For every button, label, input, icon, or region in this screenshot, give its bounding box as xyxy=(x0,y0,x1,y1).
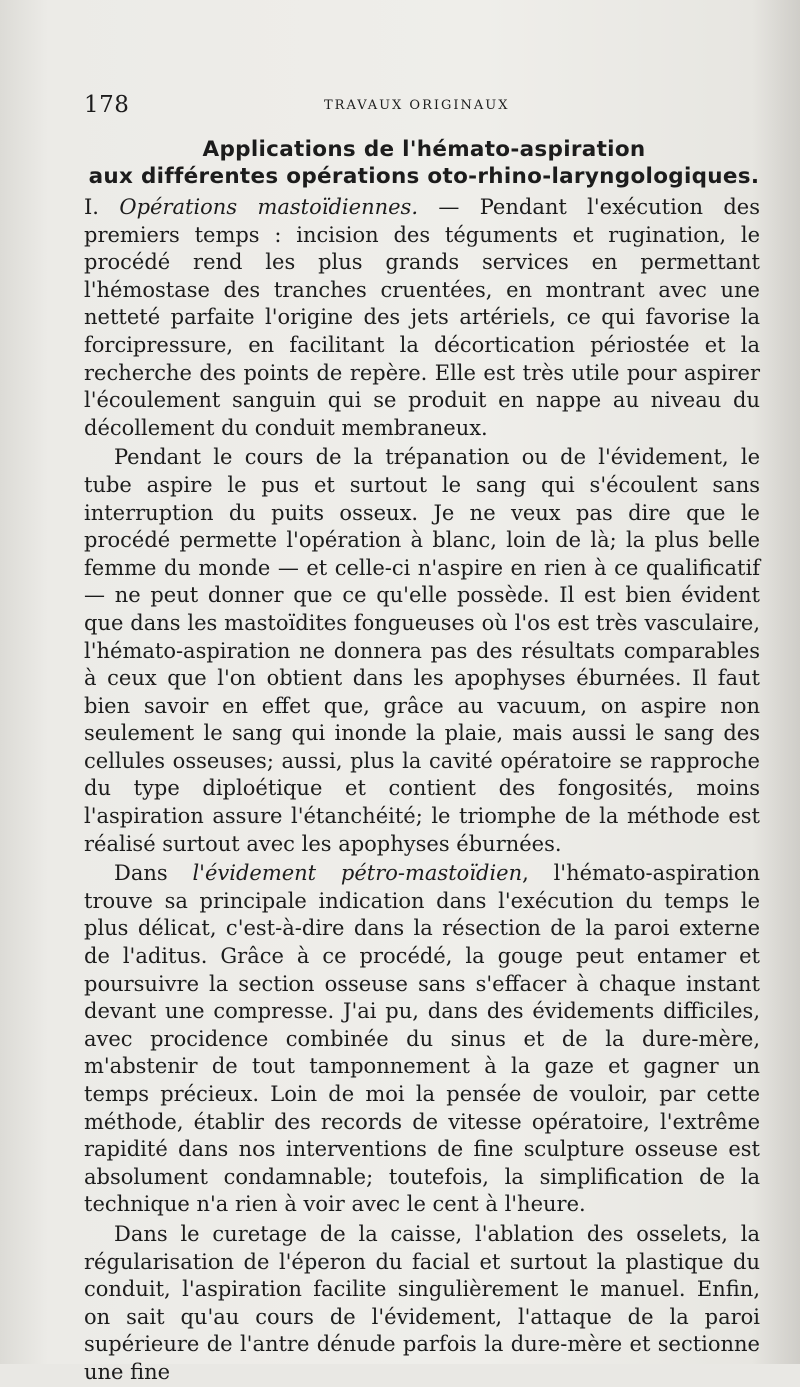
paragraph-1-text: — Pendant l'exécution des premiers temps : incision des téguments et rugination, le procédé rend les plus grands services en permettant l'hémostase des tranches cruentées, en montrant avec une netteté parfaite l'origine des jets artériels, ce qui favorise la forcipressure, en facilitant la décortication périostée et la recherche des points de repère. Elle est très utile pour aspirer l'écoulement sanguin qui se produit en nappe au niveau du décollement du conduit membraneux. xyxy=(84,195,760,440)
paragraph-2: Pendant le cours de la trépanation ou de l'évidement, le tube aspire le pus et surtout le sang qui s'écoulent sans interruption du puits osseux. Je ne veux pas dire que le procédé permette l'opération à blanc, loin de là; la plus belle femme du monde — et celle-ci n'aspire en rien à ce qualificatif — ne peut donner que ce qu'elle possède. Il est bien évident que dans les mastoïdites fongueuses où l'os est très vasculaire, l'hémato-aspiration ne donnera pas des résultats comparables à ceux que l'on obtient dans les apophyses éburnées. Il faut bien savoir en effet que, grâce au vacuum, on aspire non seulement le sang qui inonde la plaie, mais aussi le sang des cellules osseuses; aussi, plus la cavité opératoire se rapproche du type diploétique et contient des fongosités, moins l'aspiration assure l'étanchéité; le triomphe de la méthode est réalisé surtout avec les apophyses éburnées. xyxy=(84,445,760,856)
article-title-line-1: Applications de l'hémato-aspiration xyxy=(202,137,646,162)
paragraph-4: Dans le curetage de la caisse, l'ablation des osselets, la régularisation de l'éperon du facial et surtout la plastique du conduit, l'aspiration facilite singulièrement le manuel. Enfin, on sait qu'au cours de l'évidement, l'attaque de la paroi supérieure de l'antre dénude parfois la dure-mère et sectionne une fine xyxy=(84,1221,760,1384)
paragraph-3-lead: Dans xyxy=(114,861,193,886)
section-number: I. xyxy=(84,195,99,219)
paragraph-3-text: , l'hémato-aspiration trouve sa principale indication dans l'exécution du temps le plus délicat, c'est-à-dire dans la résection de la paroi externe de l'aditus. Grâce à ce procédé, la gouge peut entamer et poursuivre la section osseuse sans s'effacer à chaque instant devant une compresse. J'ai pu, dans des évidements difficiles, avec procidence combinée du sinus et de la dure-mère, m'abstenir de tout tamponnement à la gaze et gagner un temps précieux. Loin de moi la pensée de vouloir, par cette méthode, établir des records de vitesse opératoire, l'extrême rapidité dans nos interventions de fine sculpture osseuse est absolument condamnable; toutefois, la simplification de la technique n'a rien à voir avec le cent à l'heure. xyxy=(84,861,760,1217)
article-title-line-2: aux différentes opérations oto-rhino-laryngologiques. xyxy=(88,164,760,189)
section-heading: Opérations mastoïdiennes. xyxy=(119,195,418,219)
paragraph-3 xyxy=(84,860,760,1219)
running-title: TRAVAUX ORIGINAUX xyxy=(324,98,510,113)
paragraph-1 xyxy=(84,194,760,442)
article-title xyxy=(84,136,764,190)
paragraph-3-italic: l'évidement pétro-mastoïdien xyxy=(192,861,523,886)
page-number: 178 xyxy=(84,92,130,118)
running-head xyxy=(84,92,740,122)
body-text xyxy=(84,194,760,1387)
